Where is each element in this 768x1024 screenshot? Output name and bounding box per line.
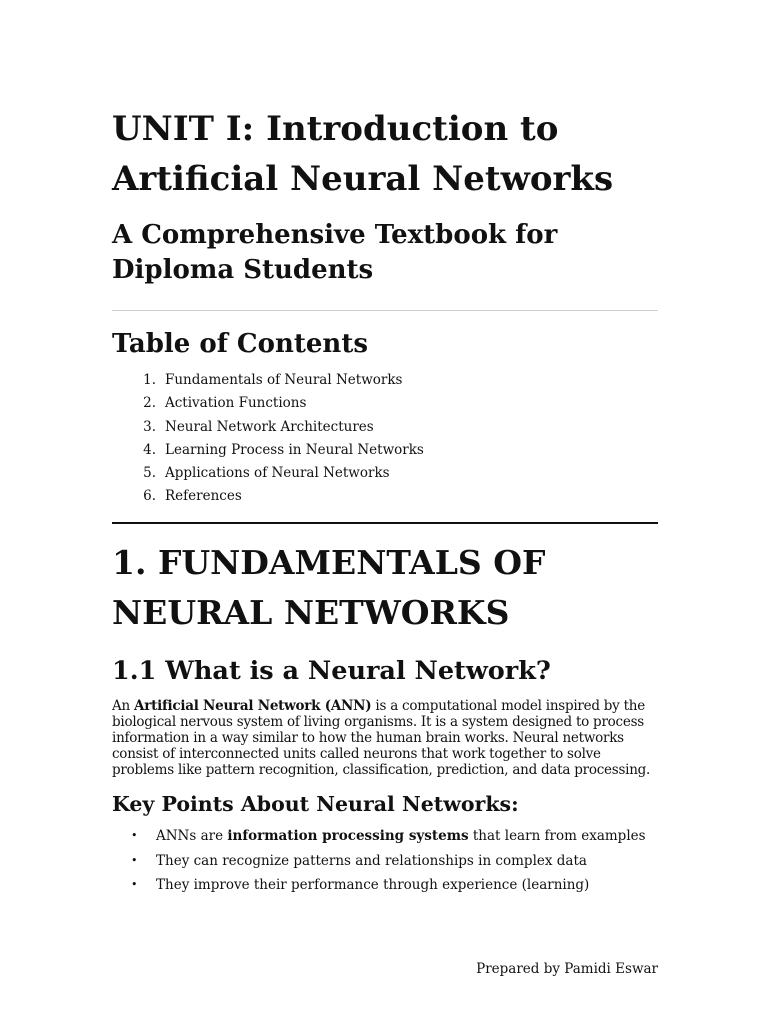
key-point-text: They can recognize patterns and relationships in complex data xyxy=(156,852,587,869)
toc-item-number: 4. xyxy=(143,441,156,458)
toc-item xyxy=(112,369,424,392)
toc-list xyxy=(112,369,424,509)
toc-item xyxy=(112,485,424,508)
intro-paragraph xyxy=(112,698,660,778)
toc-item-label: References xyxy=(165,488,242,505)
page-footer: Prepared by Pamidi Eswar xyxy=(476,961,658,977)
key-point-item xyxy=(112,873,646,898)
toc-item-number: 6. xyxy=(143,488,156,505)
toc-item xyxy=(112,439,424,462)
paragraph-prefix: An xyxy=(112,698,134,714)
key-point-prefix: ANNs are xyxy=(156,828,228,844)
bullet-icon: • xyxy=(131,829,138,842)
key-points-list xyxy=(112,824,646,898)
toc-item-number: 1. xyxy=(143,372,156,388)
toc-item-label: Activation Functions xyxy=(165,395,307,412)
page-subtitle: A Comprehensive Textbook for Diploma Students xyxy=(112,220,558,285)
toc-item-number: 5. xyxy=(143,465,156,482)
toc-item xyxy=(112,392,424,415)
key-point-rest: that learn from examples xyxy=(468,828,646,844)
paragraph-bold-term: Artificial Neural Network (ANN) xyxy=(134,698,372,714)
bullet-icon: • xyxy=(131,878,138,891)
toc-item-label: Applications of Neural Networks xyxy=(165,465,390,482)
toc-item xyxy=(112,462,424,485)
key-point-item xyxy=(112,849,646,874)
toc-item-label: Fundamentals of Neural Networks xyxy=(165,372,403,388)
toc-item-label: Learning Process in Neural Networks xyxy=(165,441,424,458)
section-heading: 1. FUNDAMENTALS OF NEURAL NETWORKS xyxy=(112,543,546,632)
page-title: UNIT I: Introduction to Artificial Neural Networks xyxy=(112,109,614,199)
key-point-text: They improve their performance through experience (learning) xyxy=(156,877,590,893)
title-divider xyxy=(112,310,658,311)
toc-item xyxy=(112,416,424,439)
toc-item-number: 2. xyxy=(143,395,156,412)
key-point-text xyxy=(156,824,646,849)
bullet-icon: • xyxy=(131,853,138,867)
key-point-bold: information processing systems xyxy=(227,828,469,844)
paragraph-body: is a computational model inspired by the biological nervous system of living organisms. It is a system designed to process information in a way similar to how the human brain works. Neural networks consist of interconnected units called neurons that work together to solve problems like pattern recognition, classification, prediction, and data processing. xyxy=(112,698,651,778)
toc-heading: Table of Contents xyxy=(112,329,368,359)
toc-item-label: Neural Network Architectures xyxy=(165,418,374,435)
section-divider xyxy=(112,522,658,524)
key-points-heading: Key Points About Neural Networks: xyxy=(112,792,519,816)
subsection-heading: 1.1 What is a Neural Network? xyxy=(112,656,551,686)
key-point-item xyxy=(112,824,646,849)
toc-item-number: 3. xyxy=(143,418,156,435)
